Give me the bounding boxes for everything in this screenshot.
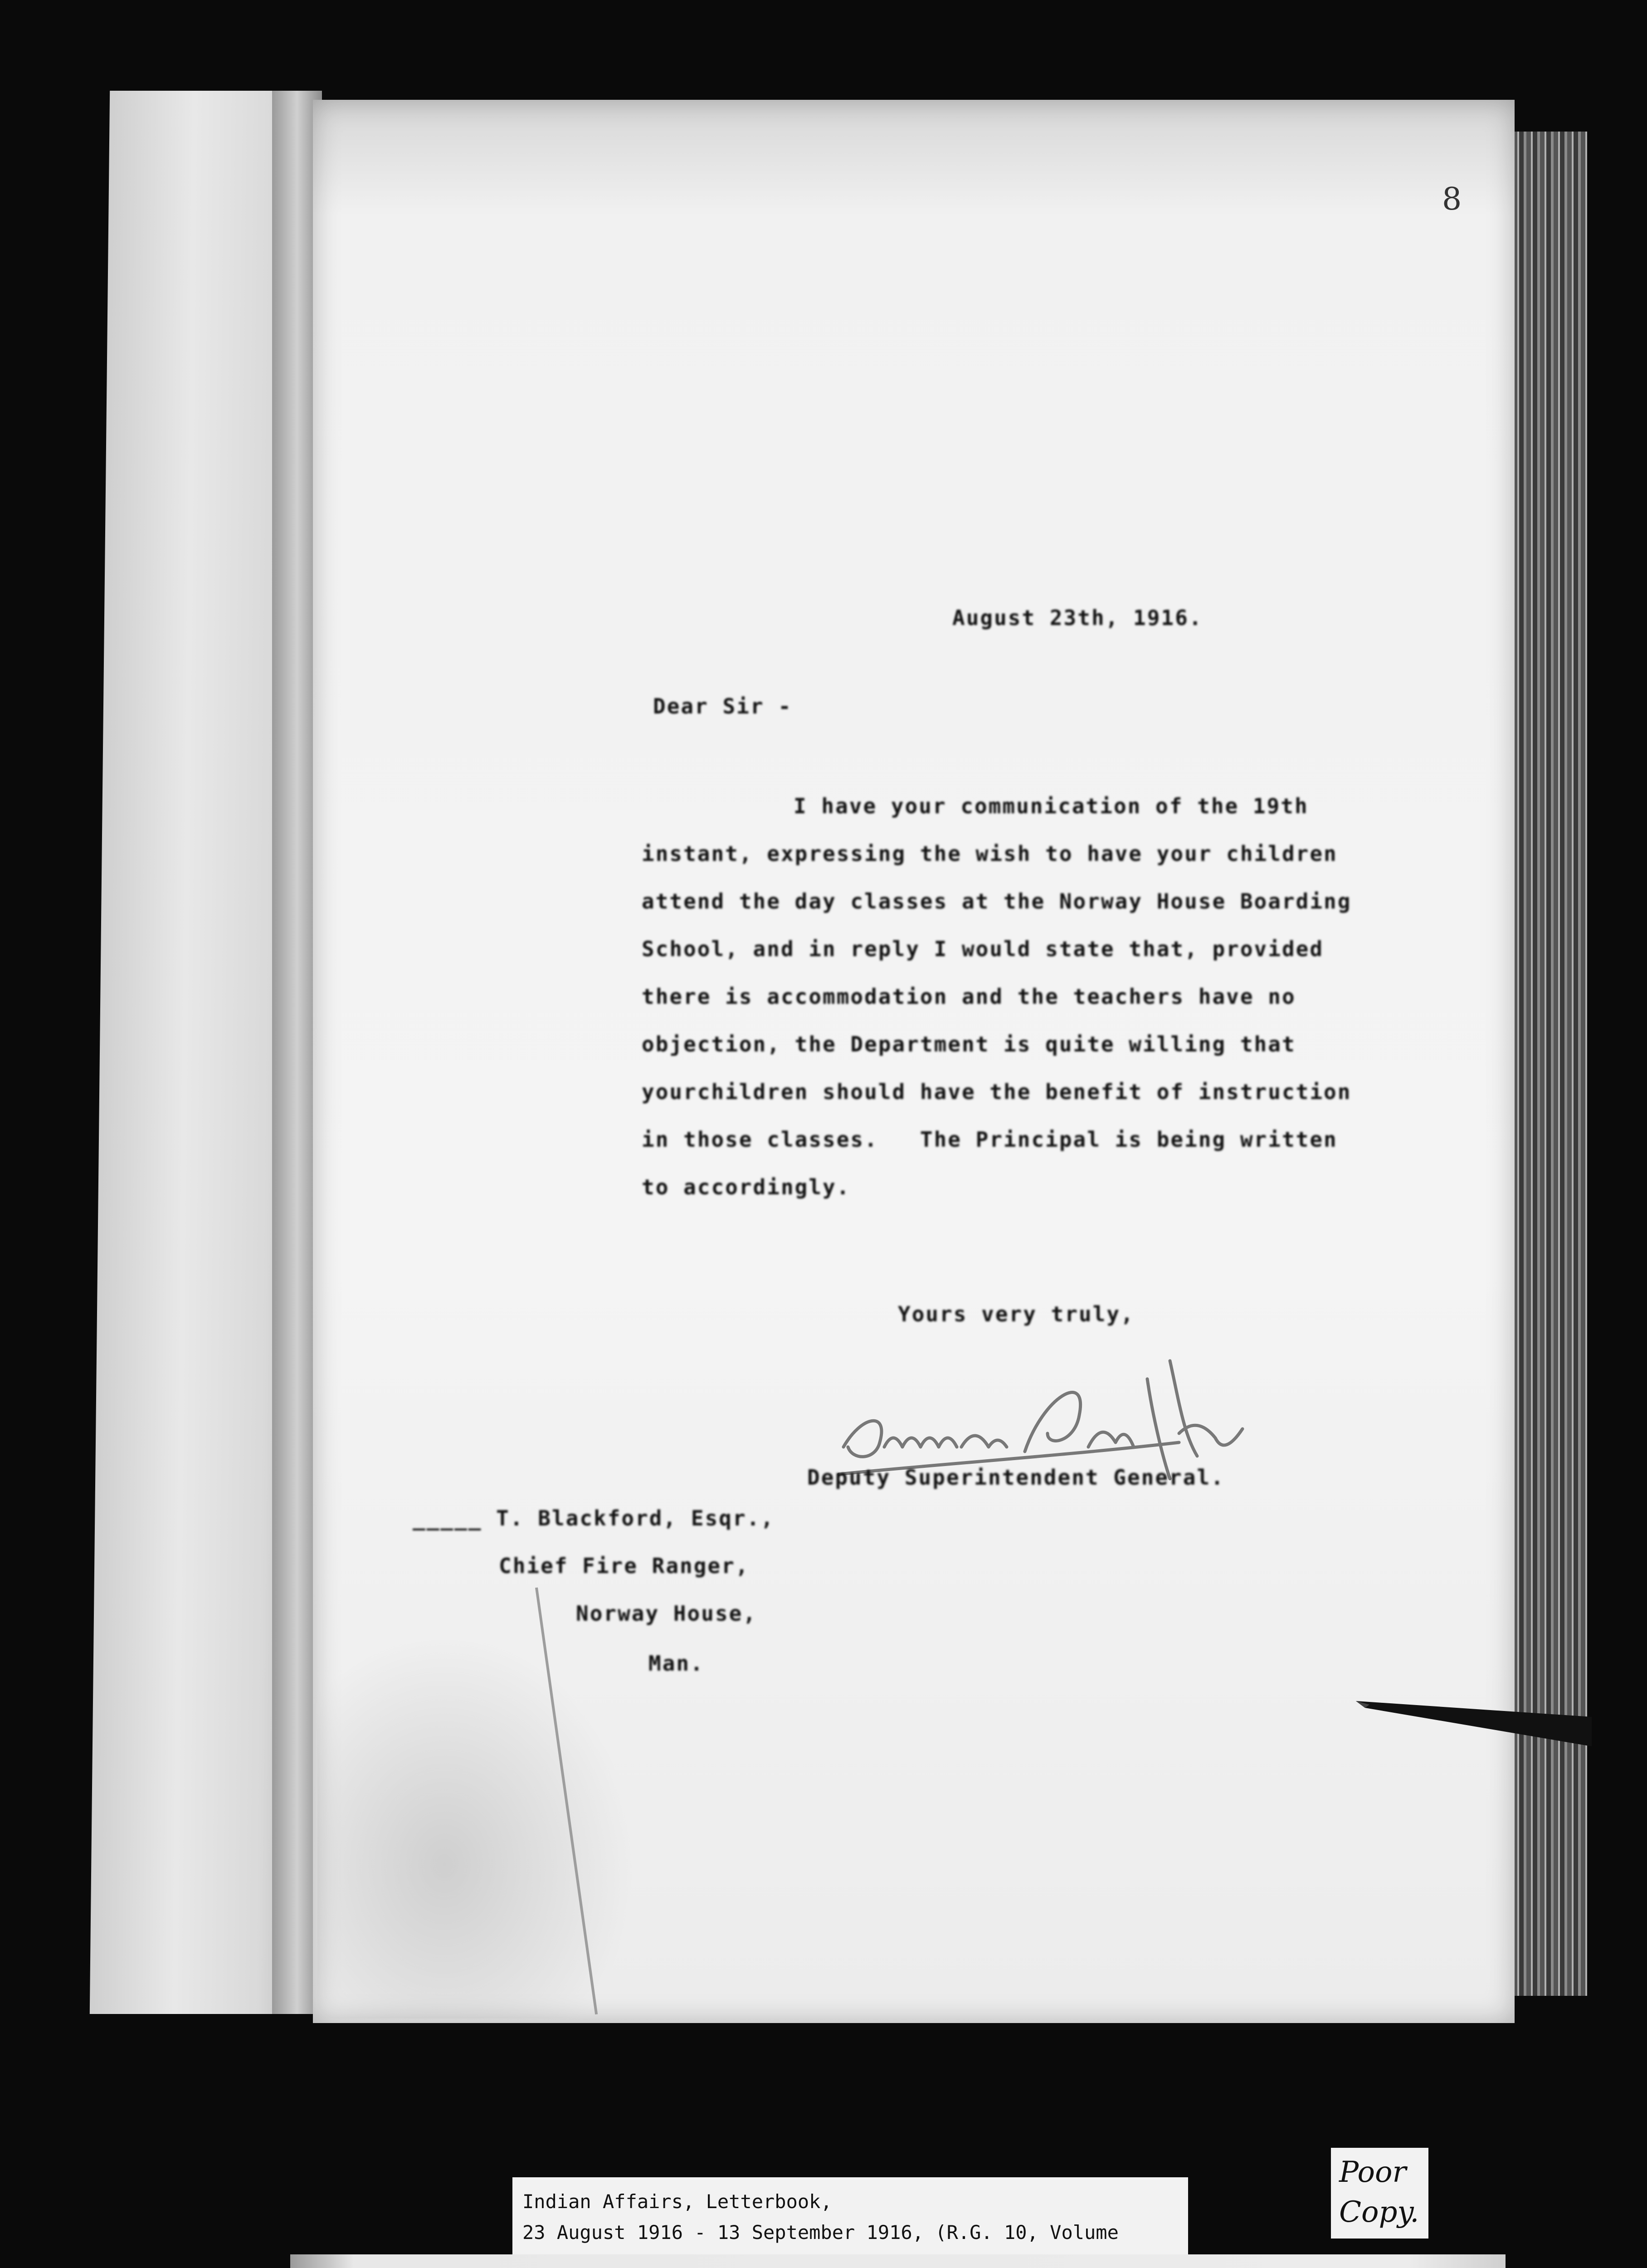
page-number: 8 [1442,181,1462,217]
address-line: Man. [648,1651,704,1676]
archive-banner [290,2254,1506,2268]
letter-body-line: yourchildren should have the benefit of instruction [642,1080,1352,1104]
letter-body-line: in those classes. The Principal is being written [642,1127,1338,1152]
letter-closing: Yours very truly, [898,1302,1135,1326]
quality-note-line: Copy. [1339,2195,1419,2229]
address-line: Norway House, [576,1601,757,1626]
letter-body-line: to accordingly. [642,1175,851,1199]
address-line: _____ T. Blackford, Esqr., [413,1506,775,1530]
letter-body-line: instant, expressing the wish to have your children [642,841,1338,866]
caption-line: Indian Affairs, Letterbook, [522,2190,832,2213]
letter-salutation: Dear Sir - [653,694,792,719]
letter-body-line: I have your communication of the 19th [794,794,1309,818]
caption-label [512,2177,1188,2259]
quality-note [1331,2148,1428,2239]
caption-line: 23 August 1916 - 13 September 1916, (R.G. 10, Volume [522,2221,1119,2244]
quality-note-line: Poor [1339,2156,1407,2189]
letter-body-line: there is accommodation and the teachers have no [642,984,1296,1009]
address-line: Chief Fire Ranger, [499,1554,750,1578]
letter-body-line: attend the day classes at the Norway House Boarding [642,889,1352,914]
letter-body-line: objection, the Department is quite willing that [642,1032,1296,1056]
signatory-title: Deputy Superintendent General. [807,1465,1225,1490]
letter-body-line: School, and in reply I would state that, provided [642,937,1324,961]
letter-date: August 23th, 1916. [952,606,1203,630]
pointer-stick [1356,1692,1592,1755]
